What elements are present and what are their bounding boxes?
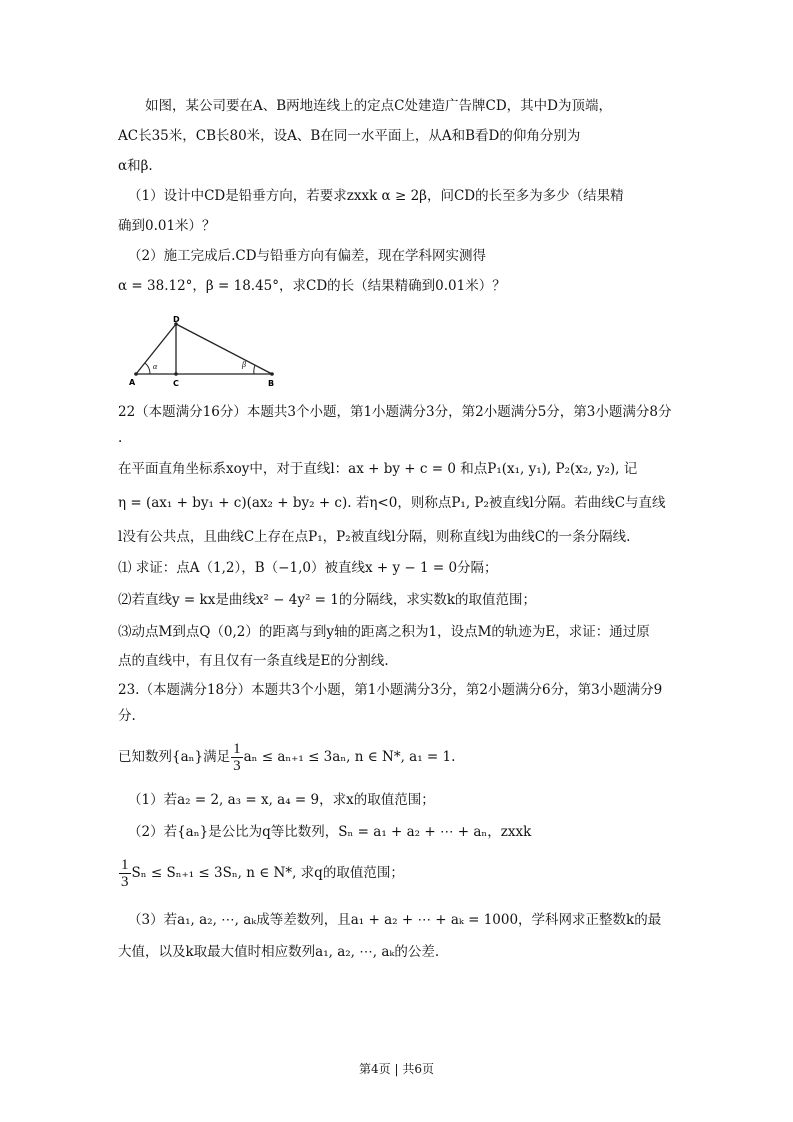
label-A: A <box>129 378 136 387</box>
p23-line-2: 分. <box>118 708 136 724</box>
p22-line-6: ⑴ 求证：点A（1,2），B（−1,0）被直线x + y − 1 = 0分隔； <box>118 560 498 576</box>
label-beta: β <box>242 360 246 369</box>
p22-line-4: η = (ax₁ + by₁ + c)(ax₂ + by₂ + c). 若η<0，则称点P₁, P₂被直线l分隔。若曲线C与直线 <box>118 495 666 511</box>
fraction-numerator-2: 1 <box>121 857 129 873</box>
label-D: D <box>173 315 180 324</box>
p23-line-3-prefix: 已知数列{aₙ}满足 <box>118 749 231 765</box>
label-B: B <box>268 379 275 388</box>
page-footer: 第4页 | 共6页 <box>359 1062 434 1076</box>
fraction-one-third-2 <box>119 857 131 890</box>
p21-line-7: α = 38.12°，β = 18.45°，求CD的长（结果精确到0.01米）？ <box>118 278 506 294</box>
triangle-figure <box>124 312 284 390</box>
p22-line-1: 22（本题满分16分）本题共3个小题，第1小题满分3分，第2小题满分5分，第3小题满分8分 <box>118 404 672 420</box>
p23-line-4: （1）若a₂ = 2, a₃ = x, a₄ = 9，求x的取值范围； <box>128 792 435 808</box>
p21-line-1: 如图，某公司要在A、B两地连线上的定点C处建造广告牌CD，其中D为顶端， <box>145 98 612 114</box>
p23-line-3 <box>118 740 673 774</box>
label-C: C <box>173 379 179 388</box>
p21-line-3: α和β. <box>118 158 153 174</box>
p23-line-7: （3）若a₁, a₂, ⋯, aₖ成等差数列，且a₁ + a₂ + ⋯ + aₖ = 1000，学科网求正整数k的最 <box>128 912 662 928</box>
fraction-denominator: 3 <box>233 758 241 774</box>
p21-line-2: AC长35米，CB长80米，设A、B在同一水平面上，从A和B看D的仰角分别为 <box>118 128 581 144</box>
p21-line-6: （2）施工完成后.CD与铅垂方向有偏差，现在学科网实测得 <box>128 248 487 264</box>
p22-line-3: 在平面直角坐标系xoy中，对于直线l：ax + by + c = 0 和点P₁(x₁, y₁), P₂(x₂, y₂), 记 <box>118 461 638 477</box>
p22-line-8: ⑶动点M到点Q（0,2）的距离与到y轴的距离之积为1，设点M的轨迹为E，求证：通过原 <box>118 624 650 640</box>
p21-line-4: （1）设计中CD是铅垂方向，若要求zxxk α ≥ 2β，问CD的长至多为多少（结果精 <box>128 188 624 204</box>
fraction-numerator: 1 <box>233 741 241 757</box>
label-alpha: α <box>153 362 158 371</box>
p23-line-6 <box>118 856 673 890</box>
p22-line-5: l没有公共点，且曲线C上存在点P₁，P₂被直线l分隔，则称直线l为曲线C的一条分隔线. <box>118 529 631 545</box>
p22-line-2: . <box>118 430 123 446</box>
p23-line-3-suffix: aₙ ≤ aₙ₊₁ ≤ 3aₙ, n ∈ N*, a₁ = 1. <box>243 749 456 765</box>
p23-line-6-text: Sₙ ≤ Sₙ₊₁ ≤ 3Sₙ, n ∈ N*, 求q的取值范围； <box>131 865 404 881</box>
p23-line-5: （2）若{aₙ}是公比为q等比数列，Sₙ = a₁ + a₂ + ⋯ + aₙ，zxxk <box>128 824 532 840</box>
p23-line-1: 23.（本题满分18分）本题共3个小题，第1小题满分3分，第2小题满分6分，第3小题满分9 <box>118 682 663 698</box>
p21-line-5: 确到0.01米）？ <box>118 218 216 234</box>
p23-line-8: 大值，以及k取最大值时相应数列a₁, a₂, ⋯, aₖ的公差. <box>118 944 440 960</box>
p22-line-7: ⑵若直线y = kx是曲线x² − 4y² = 1的分隔线，求实数k的取值范围； <box>118 592 537 608</box>
p22-line-9: 点的直线中，有且仅有一条直线是E的分割线. <box>118 653 389 669</box>
fraction-one-third <box>231 741 243 774</box>
fraction-denominator-2: 3 <box>121 874 129 890</box>
